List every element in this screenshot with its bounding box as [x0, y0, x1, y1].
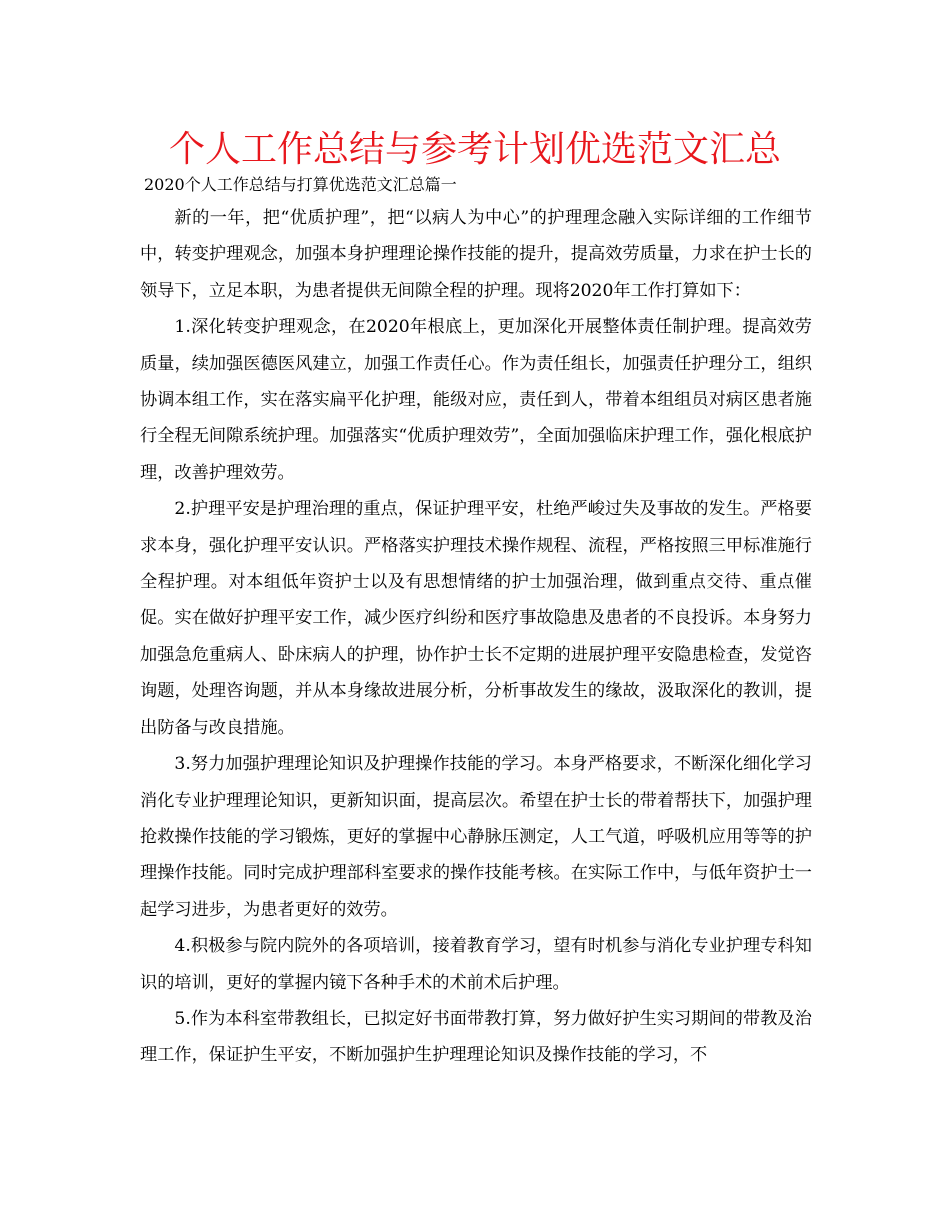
document-title: 个人工作总结与参考计划优选范文汇总 — [168, 129, 781, 170]
document-body — [140, 200, 812, 1074]
document-subtitle: 2020个人工作总结与打算优选范文汇总篇一 — [144, 175, 457, 194]
paragraph-item-3: 3.努力加强护理理论知识及护理操作技能的学习。本身严格要求，不断深化细化学习消化专业护理理论知识，更新知识面，提高层次。希望在护士长的带着帮扶下，加强护理抢救操作技能的学习锻炼，更好的掌握中心静脉压测定，人工气道，呼吸机应用等等的护理操作技能。同时完成护理部科室要求的操作技能考核。在实际工作中，与低年资护士一起学习进步，为患者更好的效劳。 — [140, 754, 812, 920]
paragraph-item-4: 4.积极参与院内院外的各项培训，接着教育学习，望有时机参与消化专业护理专科知识的培训，更好的掌握内镜下各种手术的术前术后护理。 — [140, 936, 812, 993]
paragraph-item-2: 2.护理平安是护理治理的重点，保证护理平安，杜绝严峻过失及事故的发生。严格要求本身，强化护理平安认识。严格落实护理技术操作规程、流程，严格按照三甲标准施行全程护理。对本组低年资护士以及有思想情绪的护士加强治理，做到重点交待、重点催促。实在做好护理平安工作，减少医疗纠纷和医疗事故隐患及患者的不良投诉。本身努力加强急危重病人、卧床病人的护理，协作护士长不定期的进展护理平安隐患检查，发觉咨询题，处理咨询题，并从本身缘故进展分析，分析事故发生的缘故，汲取深化的教训，提出防备与改良措施。 — [140, 499, 812, 738]
paragraph-intro: 新的一年，把“优质护理”，把“以病人为中心”的护理理念融入实际详细的工作细节中，转变护理观念，加强本身护理理论操作技能的提升，提高效劳质量，力求在护士长的领导下，立足本职，为患者提供无间隙全程的护理。现将2020年工作打算如下： — [140, 208, 812, 301]
paragraph-item-1: 1.深化转变护理观念，在2020年根底上，更加深化开展整体责任制护理。提高效劳质量，续加强医德医风建立，加强工作责任心。作为责任组长，加强责任护理分工，组织协调本组工作，实在落实扁平化护理，能级对应，责任到人，带着本组组员对病区患者施行全程无间隙系统护理。加强落实“优质护理效劳”，全面加强临床护理工作，强化根底护理，改善护理效劳。 — [140, 317, 812, 483]
paragraph-item-5: 5.作为本科室带教组长，已拟定好书面带教打算，努力做好护生实习期间的带教及治理工作，保证护生平安，不断加强护生护理理论知识及操作技能的学习，不 — [140, 1008, 812, 1066]
